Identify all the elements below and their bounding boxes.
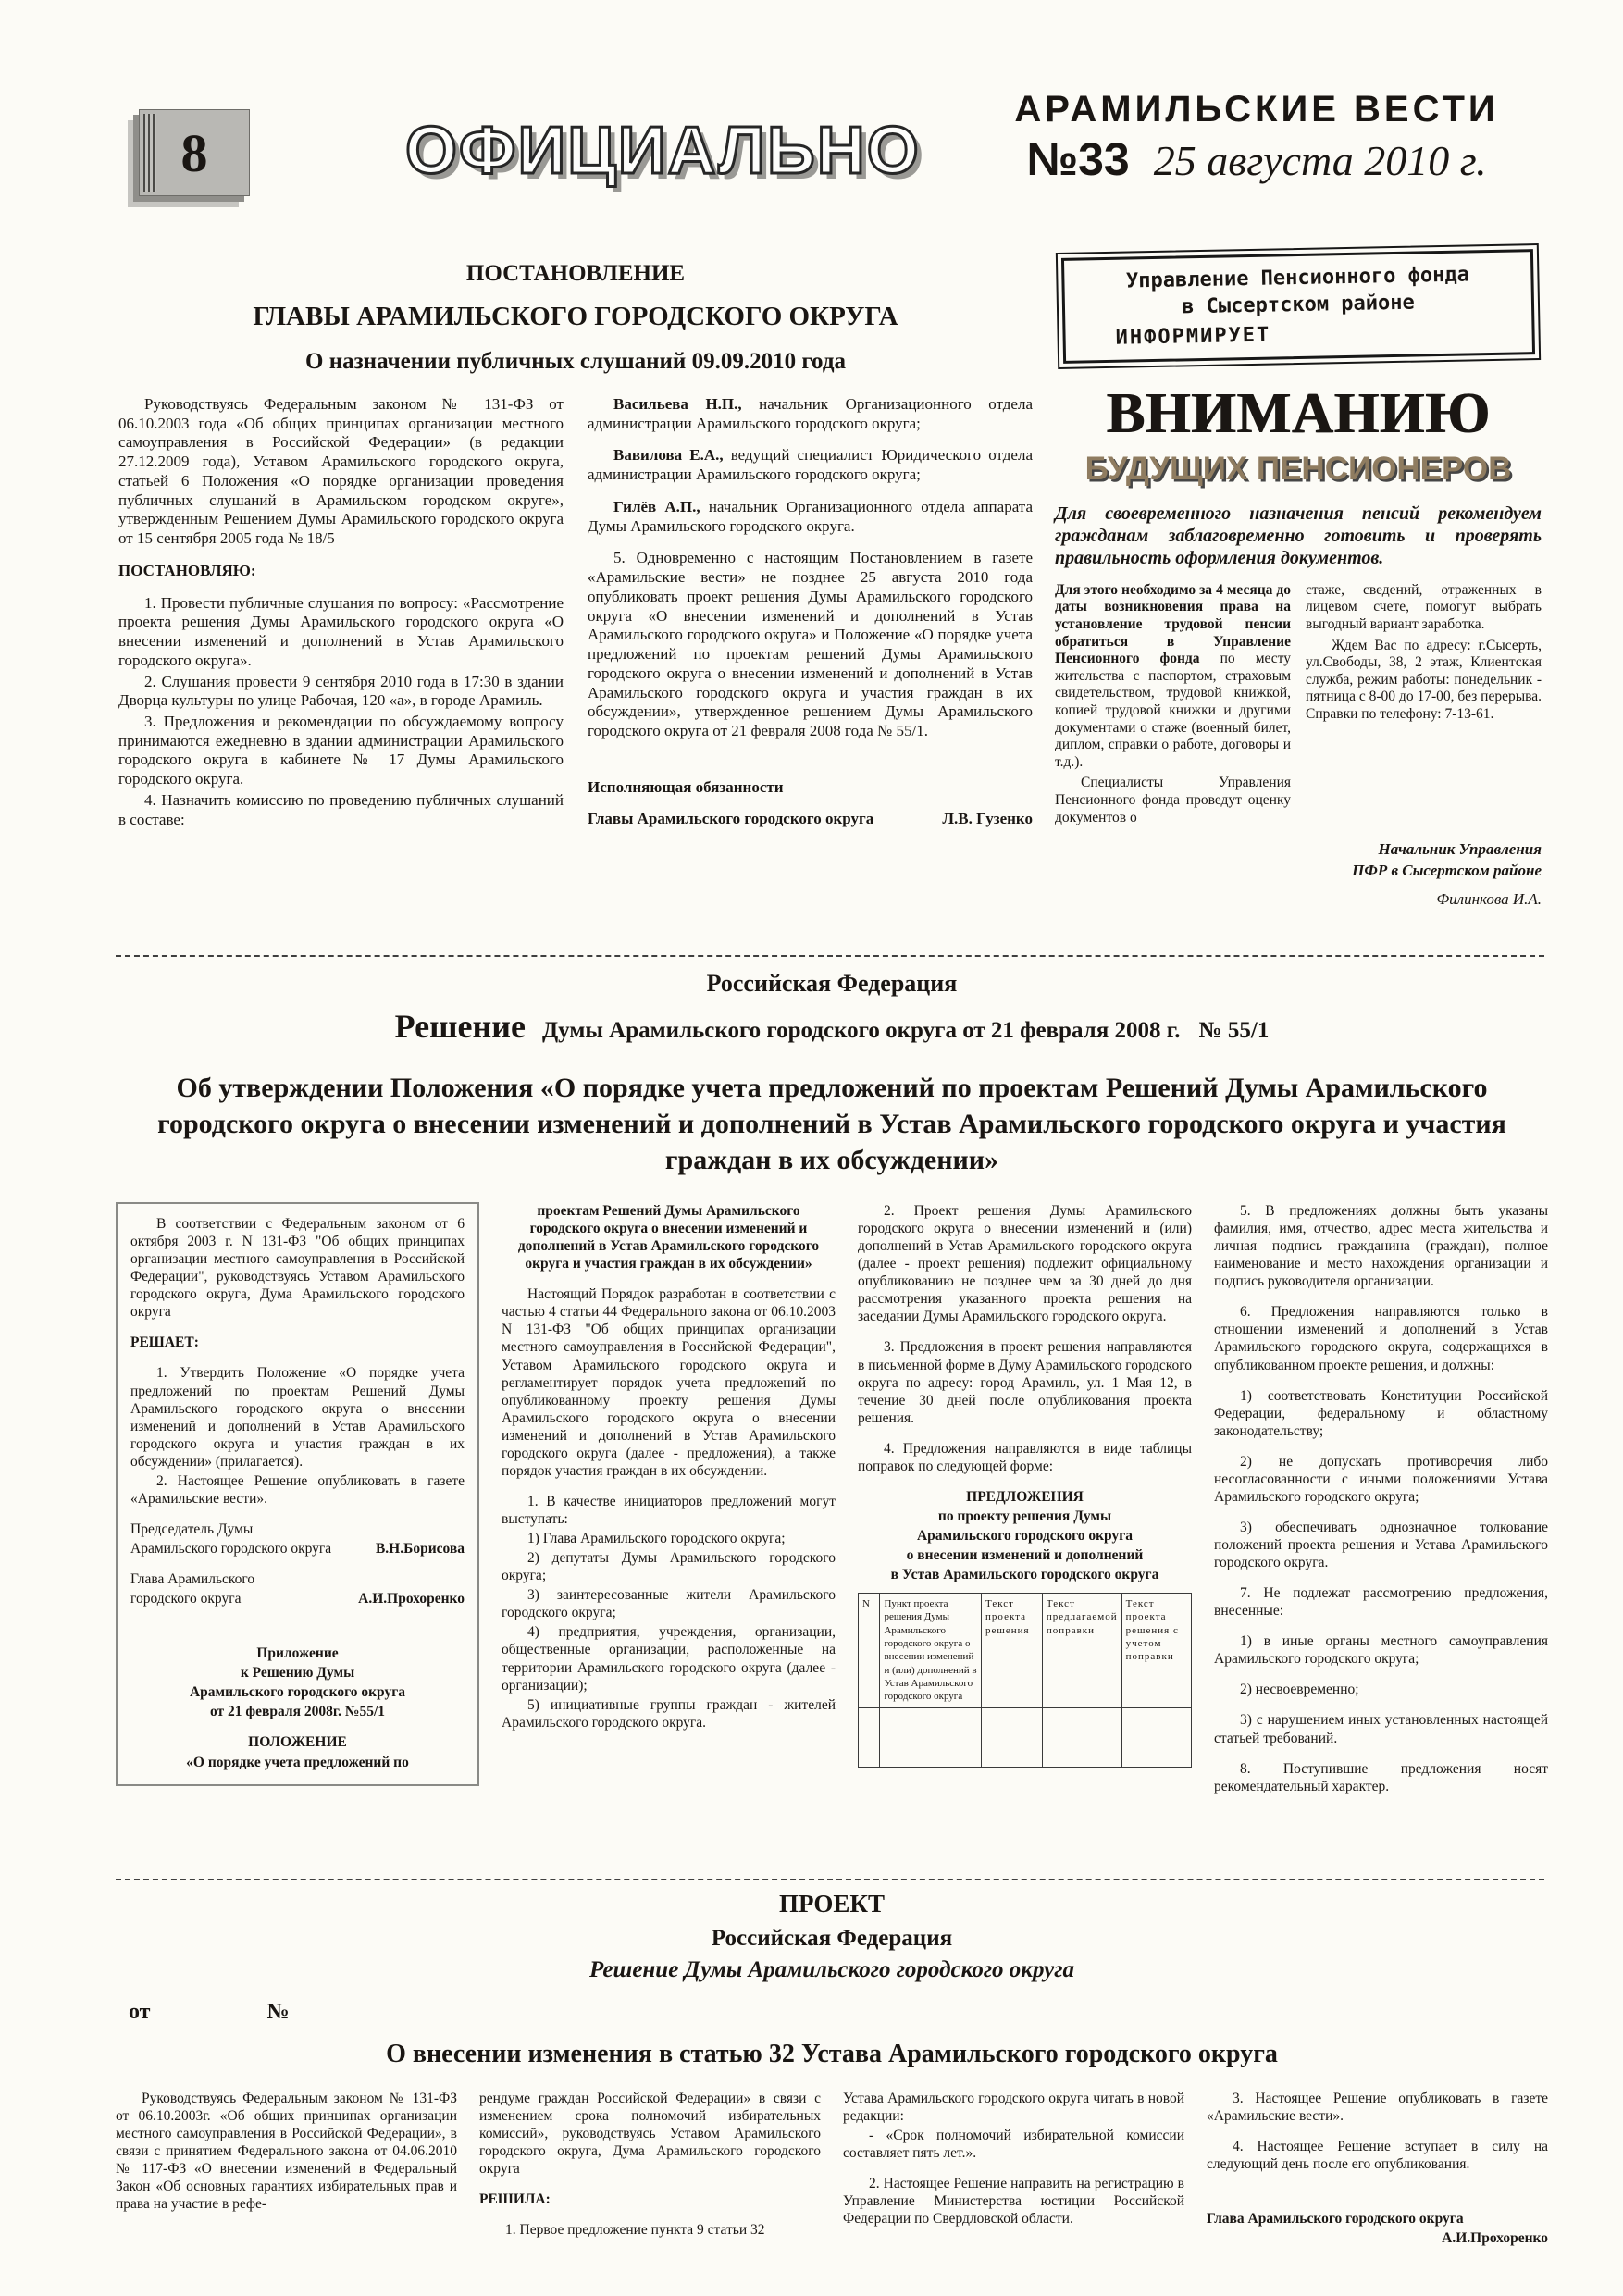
signature-role: Глава Арамильского: [130, 1571, 255, 1588]
signature-name: Филинкова И.А.: [1436, 889, 1542, 908]
signature-role: Исполняющая обязанности: [588, 777, 784, 796]
stamp-informs-line: ИНФОРМИРУЕТ: [1115, 323, 1271, 350]
paragraph: Устава Арамильского городского округа читать в новой редакции:: [843, 2091, 1184, 2125]
paragraph: 4. Настоящее Решение вступает в силу на следующий день после его опубликования.: [1207, 2139, 1548, 2173]
paragraph: «О порядке учета предложений по: [186, 1754, 409, 1770]
page-number-block: [139, 109, 250, 196]
paragraph: 2) несвоевременно;: [1240, 1682, 1359, 1698]
paragraph: 3. Настоящее Решение опубликовать в газете «Арамильские вести».: [1207, 2091, 1548, 2125]
resolution-columns: [118, 395, 1033, 831]
reshaet-heading: РЕШАЕТ:: [130, 1334, 199, 1351]
paragraph: Ждем Вас по адресу: г.Сысерть, ул.Свободы, 38, 2 этаж, Клиентская служба, режим работы: понедельник - пятница с 8-00 до 17-00, без перерыва. Справки по телефону: 7-13-61.: [1306, 637, 1542, 722]
table-header-item: Пункт проекта решения Думы Арамильского городского округа о внесении изменений и (или) дополнений в Устав Арамильского городского округа: [880, 1594, 982, 1707]
paragraph: по проекту решения Думы: [937, 1508, 1112, 1524]
decision-column-2: [502, 1202, 836, 1797]
decision-title: [116, 1007, 1548, 1046]
table-header-amendment-text: Текст предлагаемой поправки: [1042, 1594, 1121, 1707]
paragraph: 3) заинтересованные жители Арамильского городского округа;: [502, 1587, 836, 1621]
draft-column-3: [843, 2090, 1184, 2249]
paragraph: 1) в иные органы местного самоуправления Арамильского городского округа;: [1214, 1633, 1548, 1668]
paragraph: Арамильского городского округа: [189, 1684, 405, 1701]
paragraph: 3. Предложения в проект решения направляются в письменной форме в Думу Арамильского городского округа по адресу: город Арамиль, ул. 1 Мая 12, в течение 30 дней после опубликования проекта решения.: [858, 1339, 1193, 1426]
paragraph: Руководствуясь Федеральным законом № 131-ФЗ от 06.10.2003г. «Об общих принципах организации местного самоуправления в Российской Федерации», в связи с принятием Федерального закона от 04.06.2010 № 117-ФЗ «О внесении изменений в Федеральный Закон «Об основных гарантиях избирательных прав и права на участие в рефе-: [116, 2091, 457, 2213]
signature-role: Председатель Думы: [130, 1520, 254, 1537]
from-label: от: [129, 2000, 151, 2024]
paragraph: 4. Назначить комиссию по проведению публичных слушаний в составе:: [118, 790, 564, 828]
stamp-line: в Сысертском районе: [1181, 291, 1416, 319]
paragraph: 5) инициативные группы граждан - жителей Арамильского городского округа.: [502, 1696, 836, 1731]
paragraph: 2. Настоящее Решение направить на регистрацию в Управление Министерства юстиции Российской Федерации по Свердловской области.: [843, 2176, 1184, 2228]
signature-line: городского округа А.И.Прохоренко: [130, 1591, 465, 1607]
paragraph: 1. В качестве инициаторов предложений могут выступать:: [502, 1493, 836, 1527]
resolution-article: [118, 261, 1033, 831]
resolution-column-2: [588, 395, 1033, 831]
draft-label: ПРОЕКТ: [779, 1890, 885, 1917]
country-heading: Российская Федерация: [711, 1926, 953, 1951]
paragraph: 5. В предложениях должны быть указаны фамилия, имя, отчество, адрес места жительства и личная подпись гражданина (граждан), полное наименование и место нахождения организации и подпись руководителя организации.: [1214, 1203, 1548, 1290]
issue-number: №33: [1026, 133, 1130, 185]
newspaper-name: АРАМИЛЬСКИЕ ВЕСТИ: [1014, 89, 1499, 130]
paragraph: 2. Проект решения Думы Арамильского городского округа о внесении изменений и (или) дополнений в Устав Арамильского городского округа (далее - проект решения) подлежит официальному опубликованию не позднее чем за 30 дней до дня рассмотрения указанного проекта решения на заседании Думы Арамильского городского округа.: [858, 1203, 1192, 1325]
pension-stamp-box: [1061, 249, 1535, 364]
stamp-line: Управление Пенсионного фонда: [1125, 263, 1470, 293]
amendments-table: [858, 1593, 1192, 1767]
article-title: ПОСТАНОВЛЕНИЕ: [465, 261, 686, 286]
pension-column-2: [1306, 582, 1542, 830]
paragraph: рендуме граждан Российской Федерации» в связи с изменением срока полномочий избирательных комиссий», руководствуясь Уставом Арамильского городского округа, Дума Арамильского городского округа: [479, 2091, 821, 2178]
decision-column-4: [1214, 1202, 1548, 1797]
country-heading: Российская Федерация: [706, 970, 958, 997]
paragraph: Для этого необходимо за 4 месяца до даты возникновения права на установление трудовой пенсии обратиться в Управление Пенсионного фонда по месту жительства с паспортом, страховым свидетельством, трудовой книжкой, копией трудовой книжки и другими документами о стаже (военный билет, диплом, справки о работе, договоры и т.д.).: [1055, 581, 1291, 770]
paragraph: 4. Предложения направляются в виде таблицы поправок по следующей форме:: [858, 1440, 1192, 1474]
section-divider: [116, 955, 1544, 957]
paragraph: от 21 февраля 2008г. №55/1: [209, 1704, 386, 1720]
decision-issuer: Думы Арамильского городского округа от 21 февраля 2008 г.: [541, 1018, 1181, 1043]
draft-columns: [116, 2090, 1548, 2249]
table-title: ПРЕДЛОЖЕНИЯ: [966, 1488, 1084, 1505]
paragraph: Арамильского городского округа: [916, 1528, 1133, 1544]
paragraph: 6. Предложения направляются только в отношении изменений и дополнений в Устав Арамильского городского округа, содержащихся в опубликованном проекте решения, и должны:: [1214, 1304, 1548, 1373]
paragraph: 2) депутаты Думы Арамильского городского округа;: [502, 1550, 836, 1584]
paragraph: 4) предприятия, учреждения, организации, общественные организации, расположенные на территории Арамильского городского округа (далее - организации);: [502, 1624, 836, 1694]
pension-column-1: [1055, 582, 1291, 830]
number-label: №: [266, 2000, 290, 2024]
paragraph: проектам Решений Думы Арамильского городского округа о внесении изменений и дополнений в Устав Арамильского городского округа и участия граждан в их обсуждении»: [517, 1203, 820, 1272]
signature-role: Начальник Управления: [1378, 840, 1542, 859]
decision-word: Решение: [394, 1008, 526, 1045]
decision-article: [116, 970, 1548, 1797]
paragraph: 8. Поступившие предложения носят рекомендательный характер.: [1214, 1760, 1548, 1794]
section-title: ОФИЦИАЛЬНО: [405, 114, 921, 188]
section-divider: [116, 1879, 1544, 1880]
polozhenie-heading: ПОЛОЖЕНИЕ: [248, 1734, 347, 1751]
decision-number: № 55/1: [1198, 1018, 1270, 1043]
decision-column-1: [116, 1202, 479, 1786]
paragraph: 2) не допускать противоречия либо несогласованности с иными положениями Устава Арамильского городского округа;: [1214, 1453, 1548, 1505]
pension-columns: [1055, 582, 1542, 830]
paragraph: 1. Первое предложение пункта 9 статьи 32: [505, 2222, 765, 2239]
issue-line: [983, 132, 1530, 186]
decision-column-3-text: [858, 1202, 1192, 1475]
resolution-column-1: [118, 395, 564, 831]
draft-column-2: [479, 2090, 821, 2249]
paragraph: 1. Утвердить Положение «О порядке учета предложений по проектам Решений Думы Арамильского городского округа о внесении изменений и дополнений в Устав Арамильского городского округа и участия граждан в их обсуждении» (прилагается).: [130, 1365, 465, 1470]
paragraph: В соответствии с Федеральным законом от 6 октября 2003 г. N 131-ФЗ "Об общих принципах организации местного самоуправления в Российской Федерации", руководствуясь Уставом Арамильского городского округа, Дума Арамильского городского округа: [130, 1216, 465, 1321]
paragraph: о внесении изменений и дополнений: [906, 1547, 1144, 1564]
issue-date: 25 августа 2010 г.: [1153, 137, 1487, 184]
paragraph: 1) Глава Арамильского городского округа;: [527, 1531, 786, 1547]
table-header-result-text: Текст проекта решения с учетом поправки: [1121, 1594, 1191, 1707]
future-pensioners-heading: БУДУЩИХ ПЕНСИОНЕРОВ: [1084, 450, 1512, 487]
pension-lead-paragraph: Для своевременного назначения пенсий рекомендуем гражданам заблаговременно готовить и проверять правильность оформления документов.: [1055, 503, 1542, 568]
paragraph: 2. Настоящее Решение опубликовать в газете «Арамильские вести».: [130, 1472, 465, 1507]
paragraph: к Решению Думы: [240, 1665, 355, 1682]
signature-role: ПФР в Сысертском районе: [1352, 862, 1542, 880]
appendix-label: Приложение: [256, 1645, 339, 1662]
article-topic: О назначении публичных слушаний 09.09.2010 года: [305, 349, 846, 374]
attention-heading: ВНИМАНИЮ: [1106, 381, 1491, 445]
table-header-row: [859, 1594, 1192, 1707]
paragraph: 5. Одновременно с настоящим Постановлением в газете «Арамильские вести» не позднее 25 августа 2010 года опубликовать проект решения Думы Арамильского городского округа «О внесении изменений и дополнений в Устав Арамильского городского округа» и Положение «О порядке учета предложений по проектам решений Думы Арамильского городского округа о внесении изменений и дополнений в Устав Арамильского городского округа и участия граждан в их обсуждении», утвержденное решением Думы Арамильского городского округа от 21 февраля 2008 года № 55/1.: [588, 549, 1033, 740]
draft-title: Решение Думы Арамильского городского округа: [589, 1957, 1074, 1982]
pension-fund-notice: [1055, 246, 1542, 911]
decision-column-3: [858, 1202, 1192, 1797]
paragraph: Специалисты Управления Пенсионного фонда проведут оценку документов о: [1055, 775, 1291, 825]
paragraph: - «Срок полномочий избирательной комиссии составляет пять лет.».: [843, 2128, 1184, 2162]
table-header-n: N: [859, 1594, 880, 1707]
masthead: [983, 89, 1530, 186]
paragraph: 3) обеспечивать однозначное толкование положений проекта решения и Устава Арамильского городского округа.: [1214, 1519, 1548, 1571]
paragraph: Руководствуясь Федеральным законом № 131-ФЗ от 06.10.2003 года «Об общих принципах организации местного самоуправления в Российской Федерации» (в редакции 27.12.2009 года), Уставом Арамильского городского округа, статьей 6 Положения «О порядке организации проведения публичных слушаний в Арамильском городском округе», утвержденным Решением Думы Арамильского городского округа от 15 сентября 2005 года № 18/5: [118, 395, 564, 548]
table-empty-row: [859, 1707, 1192, 1767]
draft-column-4: [1207, 2090, 1548, 2249]
paragraph: Васильева Н.П., начальник Организационного отдела администрации Арамильского городского округа;: [588, 395, 1033, 432]
draft-column-1: [116, 2090, 457, 2249]
signature-line: Главы Арамильского городского округа Л.В. Гузенко: [588, 810, 1033, 828]
postanovlyayu-heading: ПОСТАНОВЛЯЮ:: [118, 561, 256, 579]
paragraph: 1) соответствовать Конституции Российской Федерации, федеральному и областному законодательству;: [1214, 1387, 1548, 1439]
signature-line: Арамильского городского округа В.Н.Борисова: [130, 1541, 465, 1557]
page-number: 8: [180, 122, 208, 183]
page-stack-icon: [143, 114, 156, 192]
draft-date-number-line: [116, 2000, 1548, 2025]
paragraph: 2. Слушания провести 9 сентября 2010 года в 17:30 в здании Дворца культуры по улице Рабочая, 120 «а», в городе Арамиль.: [118, 672, 564, 710]
draft-heading: О внесении изменения в статью 32 Устава Арамильского городского округа: [386, 2040, 1278, 2068]
paragraph: Гилёв А.П., начальник Организационного отдела аппарата Думы Арамильского городского округа.: [588, 497, 1033, 535]
pension-signature: [1055, 839, 1542, 911]
table-header-draft-text: Текст проекта решения: [982, 1594, 1043, 1707]
paragraph: 1. Провести публичные слушания по вопросу: «Рассмотрение проекта решения Думы Арамильского городского округа «О внесении изменений и дополнений в Устав Арамильского городского округа».: [118, 593, 564, 669]
signature-role: Глава Арамильского городского округа: [1207, 2211, 1464, 2228]
decision-columns: [116, 1202, 1548, 1797]
signature-name: А.И.Прохоренко: [1442, 2230, 1548, 2247]
paragraph: Настоящий Порядок разработан в соответствии с частью 4 статьи 44 Федерального закона от 06.10.2003 N 131-ФЗ "Об общих принципах организации местного самоуправления в Российской Федерации", Уставом Арамильского городского округа и регламентирует порядок учета предложений по опубликованному проекту решения Думы Арамильского городского округа о внесении изменений и дополнений в Устав Арамильского городского округа (далее - предложения), а также порядок участия граждан в их обсуждении.: [502, 1286, 836, 1479]
paragraph: 7. Не подлежат рассмотрению предложения, внесенные:: [1214, 1585, 1548, 1620]
article-subtitle: ГЛАВЫ АРАМИЛЬСКОГО ГОРОДСКОГО ОКРУГА: [253, 302, 898, 331]
draft-decision-article: [116, 1890, 1548, 2249]
paragraph: 3) с нарушением иных установленных настоящей статьей требований.: [1214, 1712, 1548, 1746]
reshila-heading: РЕШИЛА:: [479, 2191, 551, 2208]
decision-heading: Об утверждении Положения «О порядке учета предложений по проектам Решений Думы Арамильского городского округа о внесении изменений и дополнений в Устав Арамильского городского округа и участия граждан в их обсуждении»: [157, 1073, 1506, 1175]
paragraph: в Устав Арамильского городского округа: [890, 1567, 1159, 1583]
paragraph: 3. Предложения и рекомендации по обсуждаемому вопросу принимаются ежедневно в здании администрации Арамильского городского округа в кабинете № 17 Думы Арамильского городского округа.: [118, 713, 564, 788]
paragraph: стаже, сведений, отраженных в лицевом счете, помогут выбрать выгодный вариант заработка.: [1306, 581, 1542, 632]
paragraph: Вавилова Е.А., ведущий специалист Юридического отдела администрации Арамильского городского округа;: [588, 446, 1033, 484]
amendments-table-title: [858, 1488, 1192, 1583]
